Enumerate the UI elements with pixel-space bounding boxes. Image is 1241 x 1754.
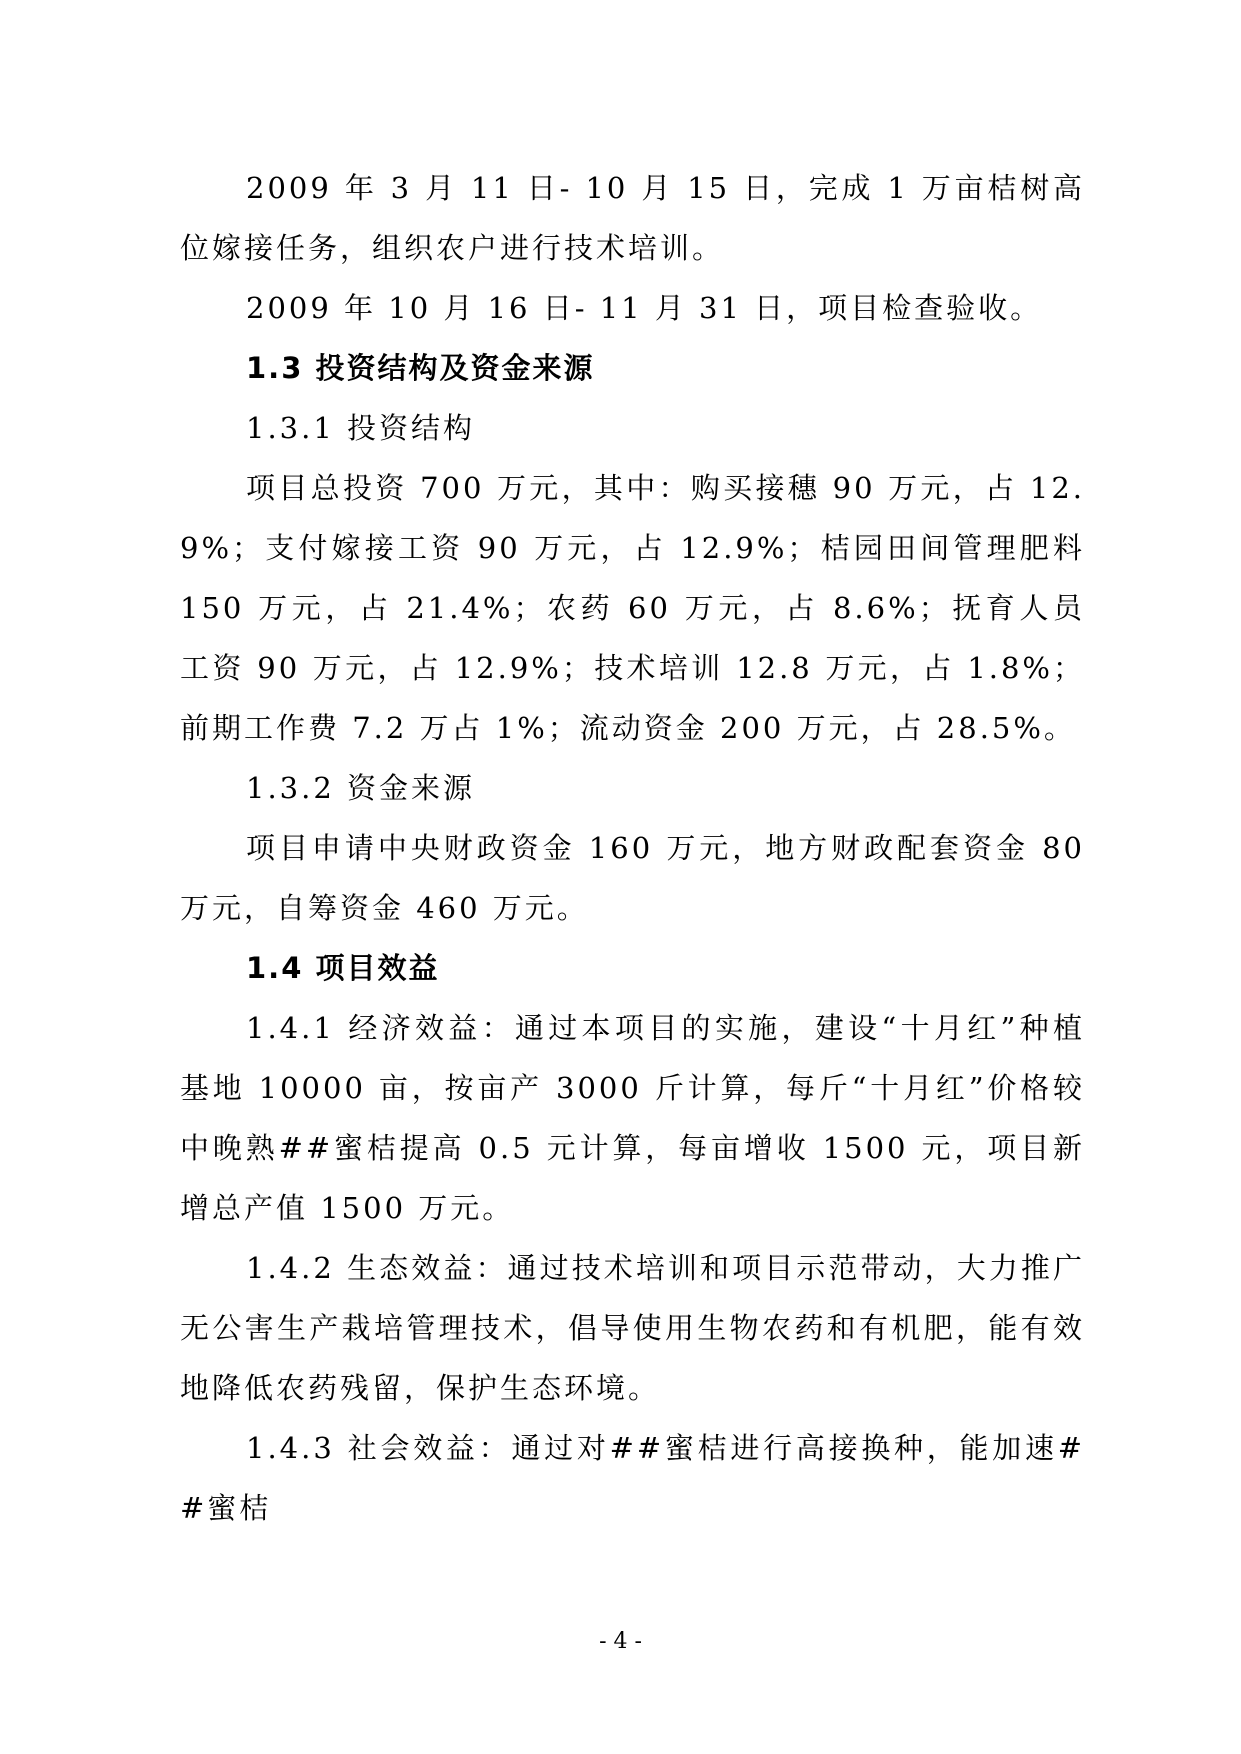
section-heading-benefits: 1.4 项目效益 [246, 951, 440, 985]
subsection-title-investment-structure: 1.3.1 投资结构 [246, 411, 476, 445]
page-number: - 4 - [599, 1629, 642, 1654]
paragraph-funding-source: 项目申请中央财政资金 160 万元，地方财政配套资金 80 万元，自筹资金 460 万元。 [180, 831, 1085, 925]
paragraph-schedule-inspection: 2009 年 10 月 16 日- 11 月 31 日，项目检查验收。 [246, 291, 1043, 325]
paragraph-social-benefit: 1.4.3 社会效益：通过对##蜜桔进行高接换种，能加速##蜜桔 [180, 1431, 1085, 1525]
paragraph-ecological-benefit: 1.4.2 生态效益：通过技术培训和项目示范带动，大力推广无公害生产栽培管理技术，倡导使用生物农药和有机肥，能有效地降低农药残留，保护生态环境。 [180, 1251, 1085, 1405]
paragraph-investment-structure: 项目总投资 700 万元，其中：购买接穗 90 万元，占 12.9%；支付嫁接工资 90 万元，占 12.9%；桔园田间管理肥料 150 万元，占 21.4%；农药 60 万元，占 8.6%；抚育人员工资 90 万元，占 12.9%；技术培训 12.8 万元，占 1.8%；前期工作费 7.2 万占 1%；流动资金 200 万元，占 28.5%。 [180, 471, 1085, 745]
subsection-title-funding-source: 1.3.2 资金来源 [246, 771, 476, 805]
paragraph-schedule-grafting: 2009 年 3 月 11 日- 10 月 15 日，完成 1 万亩桔树高位嫁接任务，组织农户进行技术培训。 [180, 171, 1085, 265]
document-body [180, 158, 1085, 1538]
section-heading-investment: 1.3 投资结构及资金来源 [246, 351, 595, 385]
paragraph-economic-benefit: 1.4.1 经济效益：通过本项目的实施，建设“十月红”种植基地 10000 亩，按亩产 3000 斤计算，每斤“十月红”价格较中晚熟##蜜桔提高 0.5 元计算，每亩增收 1500 元，项目新增总产值 1500 万元。 [180, 1011, 1085, 1225]
